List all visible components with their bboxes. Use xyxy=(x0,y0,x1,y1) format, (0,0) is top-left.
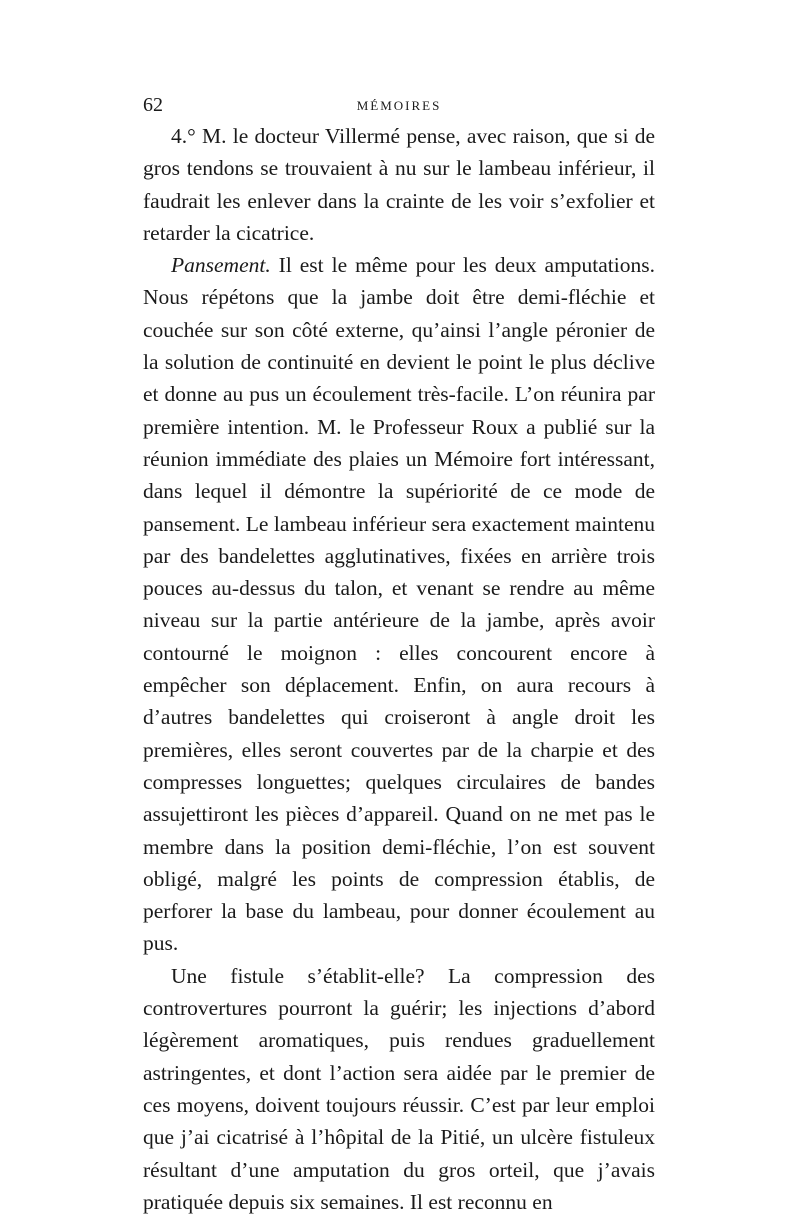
page-number: 62 xyxy=(143,94,163,116)
paragraph-1 xyxy=(143,120,655,249)
paragraph-3 xyxy=(143,960,655,1218)
book-page xyxy=(143,92,655,1218)
body-text xyxy=(143,120,655,1218)
paragraph-1-text: 4.° M. le docteur Villermé pense, avec raison, que si de gros tendons se trouvaient à nu sur le lambeau inférieur, il faudrait les enlever dans la crainte de les voir s’exfolier et retarder la cicatrice. xyxy=(143,124,655,245)
paragraph-2-lead: Pansement. xyxy=(171,253,271,278)
paragraph-2 xyxy=(143,249,655,960)
page-header xyxy=(143,92,655,118)
running-head: MÉMOIRES xyxy=(356,98,442,113)
paragraph-3-text: Une fistule s’établit-elle? La compression des controvertures pourront la guérir; les injections d’abord légèrement aromatiques, puis rendues graduellement astringentes, et dont l’action sera aidée par le premier de ces moyens, doivent toujours réussir. C’est par leur emploi que j’ai cicatrisé à l’hôpital de la Pitié, un ulcère fistuleux résultant d’une amputation du gros orteil, que j’avais pratiquée depuis six semaines. Il est reconnu en xyxy=(143,963,655,1214)
paragraph-2-text: Il est le même pour les deux amputations. Nous répétons que la jambe doit être demi-fléchie et couchée sur son côté externe, qu’ainsi l’angle péronier de la solution de continuité en devient le point le plus déclive et donne au pus un écoulement très-facile. L’on réunira par première intention. M. le Professeur Roux a publié sur la réunion immédiate des plaies un Mémoire fort intéressant, dans lequel il démontre la supériorité de ce mode de pansement. Le lambeau inférieur sera exactement maintenu par des bandelettes agglutinatives, fixées en arrière trois pouces au-dessus du talon, et venant se rendre au même niveau sur la partie antérieure de la jambe, après avoir contourné le moignon : elles concourent encore à empêcher son déplacement. Enfin, on aura recours à d’autres bandelettes qui croiseront à angle droit les premières, elles seront couvertes par de la charpie et des compresses longuettes; quelques circulaires de bandes assujettiront les pièces d’appareil. Quand on ne met pas le membre dans la position demi-fléchie, l’on est souvent obligé, malgré les points de compression établis, de perforer la base du lambeau, pour donner écoulement au pus. xyxy=(143,253,655,956)
